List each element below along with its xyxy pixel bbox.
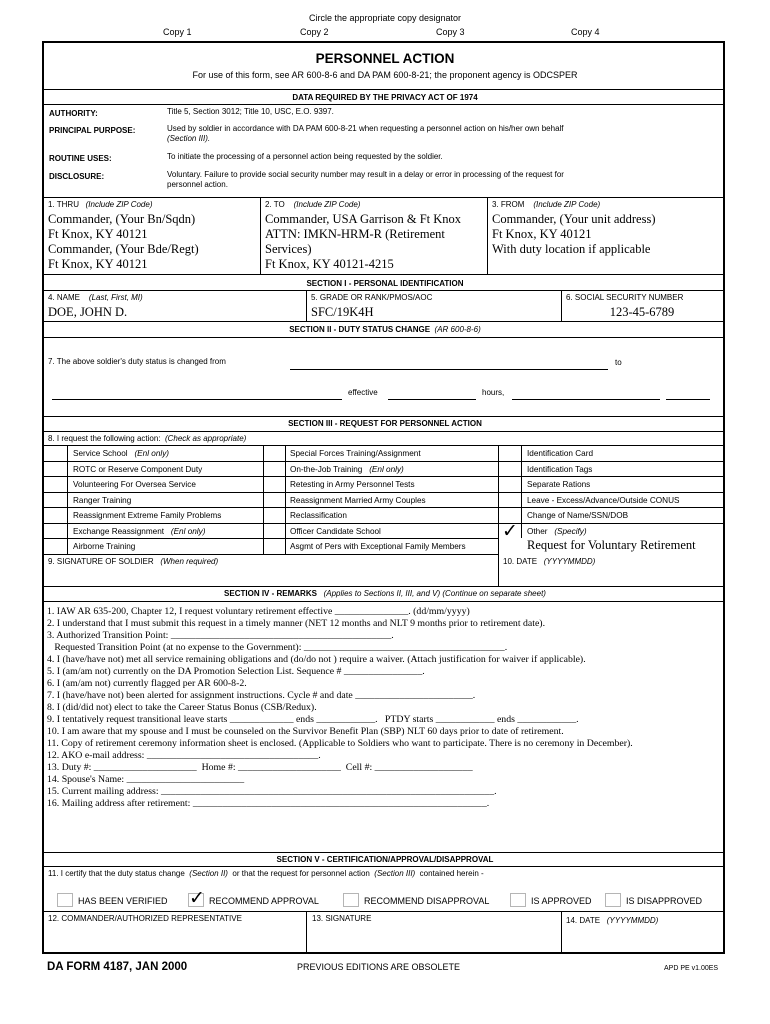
hours-label: hours, bbox=[482, 388, 505, 397]
recommend-approval-check-icon: ✓ bbox=[189, 887, 205, 909]
thru-address[interactable] bbox=[48, 212, 199, 272]
divider bbox=[44, 89, 723, 90]
to-line-3: Services) bbox=[265, 242, 312, 256]
divider bbox=[44, 416, 723, 417]
option-separate-rations[interactable] bbox=[527, 480, 590, 489]
grid-row-divider bbox=[44, 461, 723, 462]
remark-line: 11. Copy of retirement ceremony information sheet is enclosed. (Applicable to Soldiers who want to participate. There is no ceremony in December). bbox=[47, 738, 633, 749]
remark-line: 2. I understand that I must submit this request in a timely manner (NET 12 months and NLT 9 months prior to retirement date). bbox=[47, 618, 546, 629]
remark-line: 16. Mailing address after retirement: ____________________________________________________________. bbox=[47, 798, 490, 809]
option-label: Officer Candidate School bbox=[290, 527, 381, 536]
purpose-text: Used by soldier in accordance with DA PAM 600-8-21 when requesting a personnel action on his/her own behalf bbox=[167, 124, 564, 133]
option-reclassification[interactable] bbox=[290, 511, 347, 520]
option-note: (Enl only) bbox=[369, 465, 404, 474]
option-label: Leave - Excess/Advance/Outside CONUS bbox=[527, 496, 680, 505]
option-other[interactable] bbox=[527, 527, 587, 536]
option-oversea-service[interactable] bbox=[73, 480, 196, 489]
copy-4-option[interactable]: Copy 4 bbox=[571, 27, 600, 37]
remark-line: 4. I (have/have not) met all service remaining obligations and (do/do not ) require a waiver. (Attach justification for waiver if applicable). bbox=[47, 654, 586, 665]
thru-line-4: Ft Knox, KY 40121 bbox=[48, 257, 148, 271]
divider bbox=[260, 197, 261, 274]
divider bbox=[44, 852, 723, 853]
divider bbox=[44, 197, 723, 198]
from-field-label bbox=[492, 200, 600, 209]
hours-field[interactable] bbox=[512, 399, 660, 400]
option-label: Reclassification bbox=[290, 511, 347, 520]
divider bbox=[44, 601, 723, 602]
option-name-change[interactable] bbox=[527, 511, 628, 520]
remark-line: 9. I tentatively request transitional leave starts _____________ ends ____________. PTDY starts ____________ ends ____________. bbox=[47, 714, 579, 725]
signature-label-text: 9. SIGNATURE OF SOLDIER bbox=[48, 557, 154, 566]
recommend-approval-label: RECOMMEND APPROVAL bbox=[209, 896, 319, 906]
ssn-value[interactable]: 123-45-6789 bbox=[609, 305, 675, 319]
divider bbox=[521, 445, 522, 538]
section4-heading bbox=[0, 589, 770, 598]
grade-value[interactable]: SFC/19K4H bbox=[311, 305, 374, 319]
option-label: Exchange Reassignment bbox=[73, 527, 165, 536]
option-ojt[interactable] bbox=[290, 465, 404, 474]
option-note: (Enl only) bbox=[134, 449, 170, 458]
disclosure-text-cont: personnel action. bbox=[167, 180, 228, 189]
date-hint: (YYYYMMDD) bbox=[543, 557, 596, 566]
certify-hint: (Section II) bbox=[189, 869, 228, 878]
option-label: Volunteering For Oversea Service bbox=[73, 480, 196, 489]
certify-statement bbox=[48, 869, 484, 878]
name-field-label bbox=[48, 293, 143, 302]
privacy-heading: DATA REQUIRED BY THE PRIVACY ACT OF 1974 bbox=[292, 93, 478, 102]
section5-heading: SECTION V - CERTIFICATION/APPROVAL/DISAPPROVAL bbox=[276, 855, 494, 864]
request-label-text: 8. I request the following action: bbox=[48, 434, 161, 443]
divider bbox=[44, 337, 723, 338]
form-number: DA FORM 4187, JAN 2000 bbox=[47, 961, 188, 973]
divider bbox=[285, 445, 286, 554]
purpose-label: PRINCIPAL PURPOSE: bbox=[49, 126, 136, 135]
divider bbox=[263, 445, 264, 554]
remark-line: Requested Transition Point (at no expense to the Government): _________________________________________. bbox=[47, 642, 508, 653]
from-line-2: Ft Knox, KY 40121 bbox=[492, 227, 592, 241]
ssn-label: 6. SOCIAL SECURITY NUMBER bbox=[566, 293, 684, 302]
to-line-4: Ft Knox, KY 40121-4215 bbox=[265, 257, 394, 271]
obsolete-notice: PREVIOUS EDITIONS ARE OBSOLETE bbox=[297, 962, 461, 972]
commander-label[interactable]: 12. COMMANDER/AUTHORIZED REPRESENTATIVE bbox=[48, 914, 242, 923]
option-label: Separate Rations bbox=[527, 480, 591, 489]
remark-line: 13. Duty #: _____________________ Home #: _____________________ Cell #: ____________________ bbox=[47, 762, 473, 773]
approval-date-label[interactable] bbox=[566, 916, 658, 925]
section4-hint: (Applies to Sections II, III, and V) (Continue on separate sheet) bbox=[323, 589, 546, 598]
routine-uses-label: ROUTINE USES: bbox=[49, 154, 112, 163]
grid-row-divider bbox=[44, 554, 498, 555]
commander-signature-label[interactable]: 13. SIGNATURE bbox=[312, 914, 372, 923]
from-hint: (Include ZIP Code) bbox=[533, 200, 601, 209]
divider bbox=[44, 290, 723, 291]
section1-heading: SECTION I - PERSONAL IDENTIFICATION bbox=[306, 279, 464, 288]
certify-text: contained herein - bbox=[419, 869, 484, 878]
option-id-tags[interactable] bbox=[527, 465, 592, 474]
other-check-icon[interactable]: ✓ bbox=[502, 520, 518, 542]
divider bbox=[44, 104, 723, 105]
section4-title: SECTION IV - REMARKS bbox=[224, 589, 317, 598]
version-label: APD PE v1.00ES bbox=[664, 965, 719, 972]
authority-label: AUTHORITY: bbox=[49, 109, 98, 118]
name-hint: (Last, First, MI) bbox=[88, 293, 143, 302]
remark-line: 7. I (have/have not) been alerted for assignment instructions. Cycle # and date ________________________. bbox=[47, 690, 476, 701]
copy-2-option[interactable]: Copy 2 bbox=[300, 27, 329, 37]
purpose-text-cont: (Section III). bbox=[167, 134, 211, 143]
from-line-1: Commander, (Your unit address) bbox=[492, 212, 656, 226]
form-title: PERSONNEL ACTION bbox=[315, 51, 455, 66]
is-disapproved-label: IS DISAPPROVED bbox=[626, 896, 703, 906]
routine-uses-text: To initiate the processing of a personnel action being requested by the soldier. bbox=[167, 152, 443, 161]
form-subtitle: For use of this form, see AR 600-8-6 and DA PAM 600-8-21; the proponent agency is ODCSPER bbox=[192, 70, 578, 80]
option-retesting[interactable] bbox=[290, 480, 415, 489]
grid-row-divider bbox=[44, 523, 723, 524]
option-label: Reassignment Extreme Family Problems bbox=[73, 511, 222, 520]
option-exceptional-family[interactable] bbox=[290, 542, 466, 551]
option-note: (Specify) bbox=[554, 527, 587, 536]
option-note: (Enl only) bbox=[170, 527, 206, 536]
to-line-2: ATTN: IMKN-HRM-R (Retirement bbox=[265, 227, 445, 241]
copy-3-option[interactable]: Copy 3 bbox=[436, 27, 465, 37]
recommend-disapproval-label: RECOMMEND DISAPPROVAL bbox=[364, 896, 490, 906]
section2-title: SECTION II - DUTY STATUS CHANGE bbox=[289, 325, 431, 334]
option-leave[interactable] bbox=[527, 496, 679, 505]
option-label: On-the-Job Training bbox=[290, 465, 363, 474]
option-label: Reassignment Married Army Couples bbox=[290, 496, 426, 505]
effective-field[interactable] bbox=[388, 399, 476, 400]
section2-ref: (AR 600-8-6) bbox=[434, 325, 481, 334]
option-label: Change of Name/SSN/DOB bbox=[527, 511, 629, 520]
section3-heading: SECTION III - REQUEST FOR PERSONNEL ACTION bbox=[288, 419, 482, 428]
thru-line-3: Commander, (Your Bde/Regt) bbox=[48, 242, 199, 256]
thru-field-label bbox=[48, 200, 152, 209]
divider bbox=[44, 866, 723, 867]
has-been-verified-label: HAS BEEN VERIFIED bbox=[78, 896, 168, 906]
option-ranger-training[interactable] bbox=[73, 496, 131, 505]
option-label: Identification Tags bbox=[527, 465, 593, 474]
grade-label: 5. GRADE OR RANK/PMOS/AOC bbox=[311, 293, 433, 302]
to-hint: (Include ZIP Code) bbox=[293, 200, 361, 209]
option-label: Special Forces Training/Assignment bbox=[290, 449, 421, 458]
effective-label: effective bbox=[348, 388, 378, 397]
section2-heading bbox=[0, 325, 770, 334]
from-address[interactable] bbox=[492, 212, 656, 257]
option-exchange-reassignment[interactable] bbox=[73, 527, 205, 536]
option-airborne-training[interactable] bbox=[73, 542, 135, 551]
divider bbox=[44, 911, 723, 912]
authority-text: Title 5, Section 3012; Title 10, USC, E.O. 9397. bbox=[167, 107, 334, 116]
thru-hint: (Include ZIP Code) bbox=[85, 200, 153, 209]
from-line-3: With duty location if applicable bbox=[492, 242, 651, 256]
copy-1-option[interactable]: Copy 1 bbox=[163, 27, 192, 37]
signature-hint: (When required) bbox=[160, 557, 219, 566]
thru-line-2: Ft Knox, KY 40121 bbox=[48, 227, 148, 241]
date-label-text: 10. DATE bbox=[503, 557, 538, 566]
divider bbox=[306, 911, 307, 954]
option-rotc[interactable] bbox=[73, 465, 202, 474]
certify-hint: (Section III) bbox=[374, 869, 416, 878]
remark-line: 3. Authorized Transition Point: _____________________________________________. bbox=[47, 630, 394, 641]
option-label: Asgmt of Pers with Exceptional Family Members bbox=[290, 542, 466, 551]
divider bbox=[487, 197, 488, 274]
option-id-card[interactable] bbox=[527, 449, 593, 458]
remarks-area[interactable] bbox=[47, 606, 721, 810]
grid-row-divider bbox=[44, 476, 723, 477]
request-date-label bbox=[503, 557, 595, 566]
divider bbox=[44, 274, 723, 275]
certify-text: or that the request for personnel action bbox=[232, 869, 370, 878]
recommend-disapproval-checkbox[interactable] bbox=[343, 893, 359, 907]
from-label: 3. FROM bbox=[492, 200, 525, 209]
option-label: ROTC or Reserve Component Duty bbox=[73, 465, 203, 474]
remark-line: 14. Spouse's Name: ________________________ bbox=[47, 774, 245, 785]
name-label: 4. NAME bbox=[48, 293, 81, 302]
remark-line: 15. Current mailing address: ____________________________________________________________________. bbox=[47, 786, 497, 797]
is-approved-label: IS APPROVED bbox=[531, 896, 592, 906]
request-label bbox=[48, 434, 246, 443]
divider bbox=[498, 445, 499, 586]
duty-to-field[interactable] bbox=[52, 399, 342, 400]
remark-line: 6. I (am/am not) currently flagged per AR 600-8-2. bbox=[47, 678, 247, 689]
certify-text: 11. I certify that the duty status change bbox=[48, 869, 185, 878]
remark-line: 8. I (did/did not) elect to take the Career Status Bonus (CSB/Redux). bbox=[47, 702, 317, 713]
other-specify-value[interactable]: Request for Voluntary Retirement bbox=[527, 538, 696, 552]
thru-line-1: Commander, (Your Bn/Sqdn) bbox=[48, 212, 196, 226]
disclosure-text: Voluntary. Failure to provide social security number may result in a delay or error in processing of the request for bbox=[167, 170, 564, 179]
grid-row-divider bbox=[44, 492, 723, 493]
option-label: Identification Card bbox=[527, 449, 593, 458]
option-ocs[interactable] bbox=[290, 527, 381, 536]
grid-row-divider bbox=[44, 507, 723, 508]
option-label: Airborne Training bbox=[73, 542, 136, 551]
divider bbox=[44, 431, 723, 432]
to-line-1: Commander, USA Garrison & Ft Knox bbox=[265, 212, 462, 226]
name-value[interactable]: DOE, JOHN D. bbox=[48, 305, 128, 319]
option-special-forces[interactable] bbox=[290, 449, 421, 458]
thru-label: 1. THRU bbox=[48, 200, 79, 209]
divider bbox=[67, 445, 68, 554]
option-service-school[interactable] bbox=[73, 449, 169, 458]
duty-changed-from-label: 7. The above soldier's duty status is changed from bbox=[48, 357, 226, 366]
divider bbox=[44, 321, 723, 322]
option-married-couples[interactable] bbox=[290, 496, 426, 505]
remark-line: 10. I am aware that my spouse and I must be counseled on the Survivor Benefit Plan (SBP) NLT 60 days prior to date of retirement. bbox=[47, 726, 564, 737]
copy-designator-instruction: Circle the appropriate copy designator bbox=[308, 13, 462, 23]
remark-line: 1. IAW AR 635-200, Chapter 12, I request voluntary retirement effective _______________. (dd/mm/yyyy) bbox=[47, 606, 470, 617]
date-hint: (YYYYMMDD) bbox=[606, 916, 659, 925]
divider bbox=[44, 445, 723, 446]
grid-row-divider bbox=[44, 538, 498, 539]
divider bbox=[306, 290, 307, 321]
to-field-label bbox=[265, 200, 360, 209]
divider bbox=[561, 911, 562, 954]
duty-from-field[interactable] bbox=[290, 369, 608, 370]
is-approved-checkbox[interactable] bbox=[510, 893, 526, 907]
has-been-verified-checkbox[interactable] bbox=[57, 893, 73, 907]
option-label: Retesting in Army Personnel Tests bbox=[290, 480, 415, 489]
request-hint: (Check as appropriate) bbox=[164, 434, 247, 443]
duty-to-label: to bbox=[615, 358, 622, 367]
disclosure-label: DISCLOSURE: bbox=[49, 172, 105, 181]
option-label: Other bbox=[527, 527, 548, 536]
divider bbox=[44, 586, 723, 587]
to-address[interactable] bbox=[265, 212, 461, 272]
hours-extra-field[interactable] bbox=[666, 399, 710, 400]
option-reassignment-family[interactable] bbox=[73, 511, 221, 520]
option-label: Ranger Training bbox=[73, 496, 132, 505]
option-label: Service School bbox=[73, 449, 128, 458]
remark-line: 5. I (am/am not) currently on the DA Promotion Selection List. Sequence # ________________. bbox=[47, 666, 425, 677]
date-label-text: 14. DATE bbox=[566, 916, 601, 925]
is-disapproved-checkbox[interactable] bbox=[605, 893, 621, 907]
soldier-signature-label bbox=[48, 557, 218, 566]
to-label: 2. TO bbox=[265, 200, 285, 209]
remark-line: 12. AKO e-mail address: ___________________________________. bbox=[47, 750, 321, 761]
